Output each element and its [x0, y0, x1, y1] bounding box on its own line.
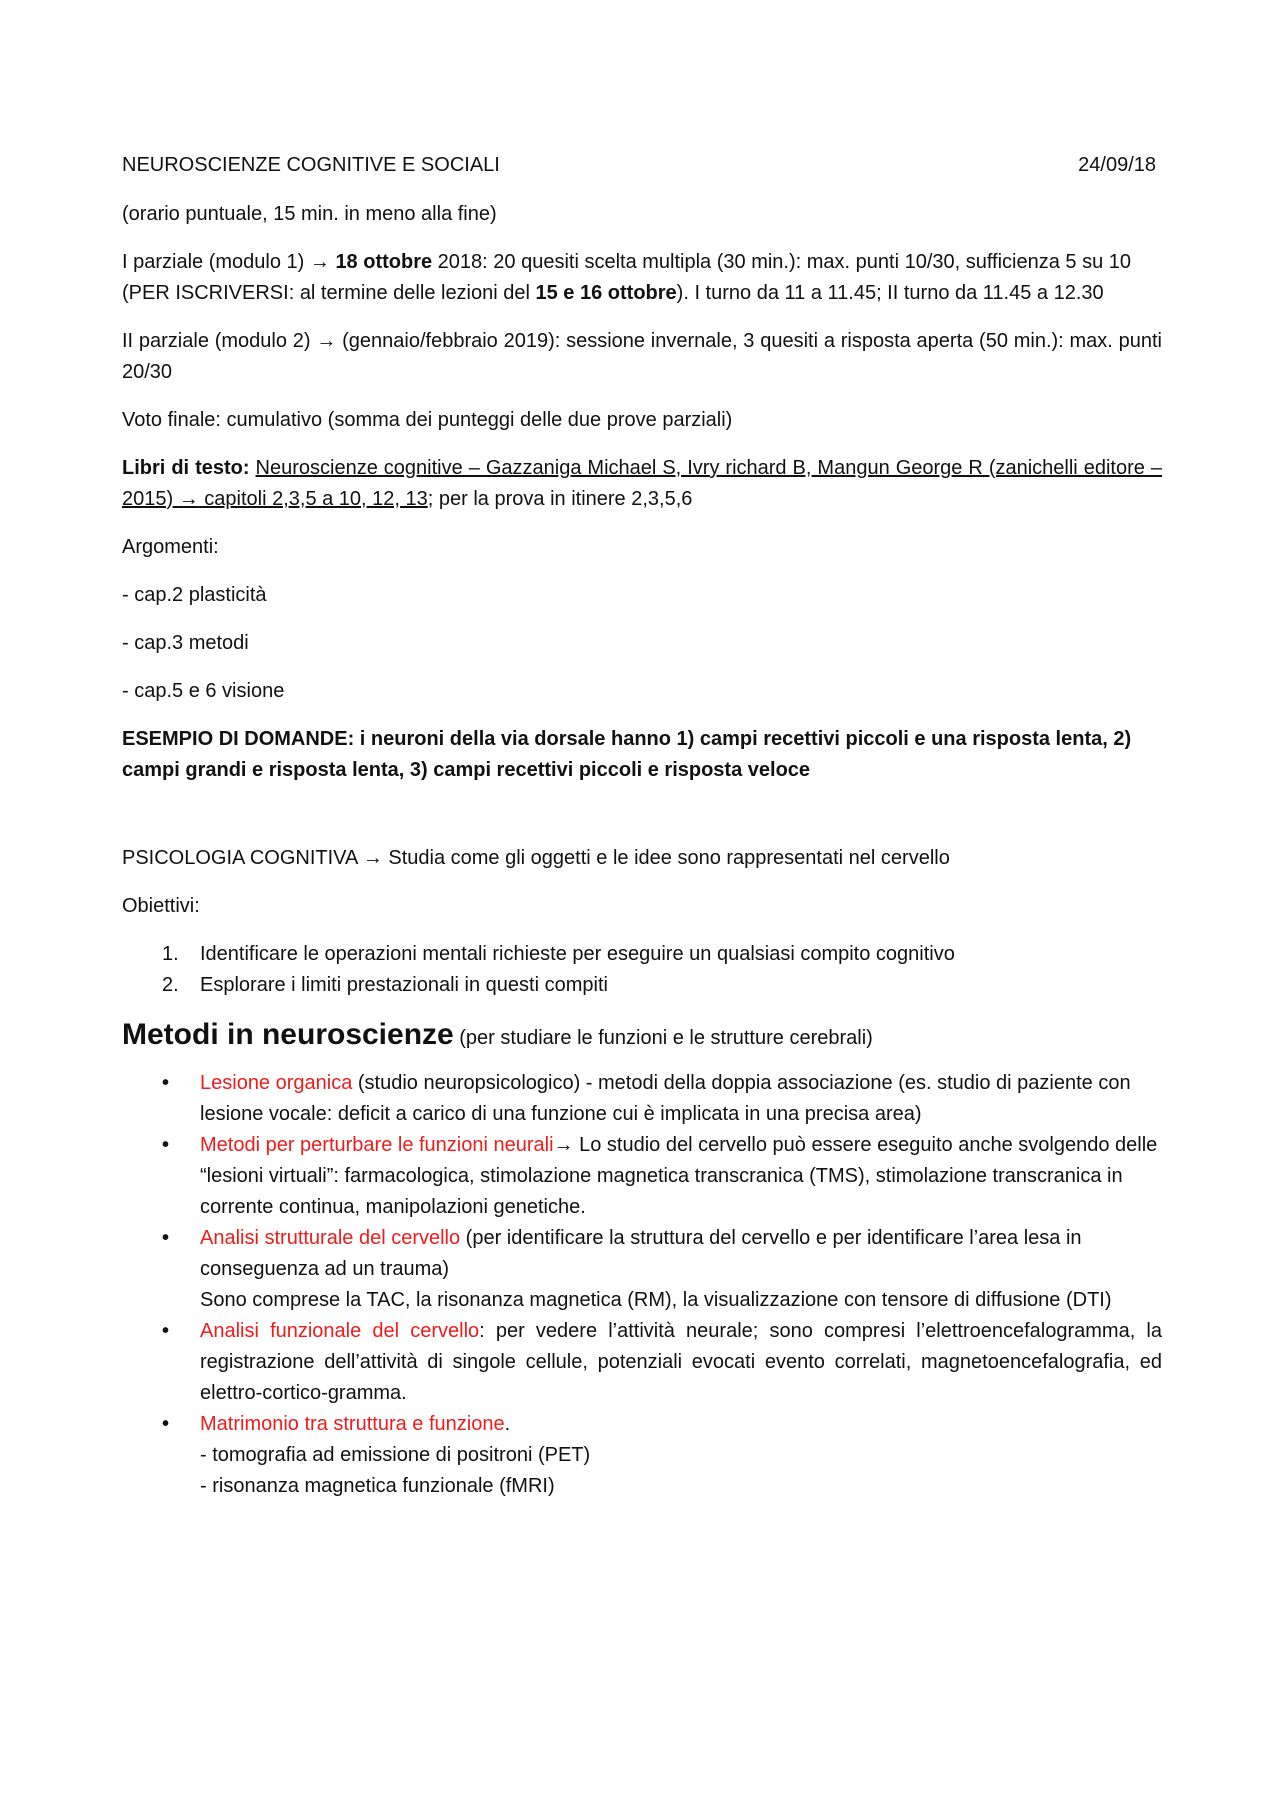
list-item: 1. Identificare le operazioni mentali richieste per eseguire un qualsiasi compito cognitivo [162, 943, 955, 965]
argomento-item: - cap.5 e 6 visione [122, 680, 285, 702]
right-arrow-icon: → [178, 488, 199, 510]
bullet-icon: • [162, 1227, 170, 1249]
right-arrow-icon: → [362, 847, 383, 869]
exam-date: 18 ottobre [335, 251, 433, 273]
document-body [122, 150, 1162, 1502]
libri-label: Libri di testo: [122, 457, 250, 479]
parziale-1-paragraph: I parziale (modulo 1) → 18 ottobre 2018: 20 quesiti scelta multipla (30 min.): max. punti 10/30, sufficienza 5 su 10 (PER ISCRIVERSI: al termine delle lezioni del 15 e 16 ottobre). I turno da 11 a 11.45; II turno da 11.45 a 12.30 [122, 251, 1132, 304]
list-item: • Matrimonio tra struttura e funzione. - tomografia ad emissione di positroni (PET) - risonanza magnetica funzionale (fMRI) [122, 1409, 1162, 1502]
metodi-subheading: (per studiare le funzioni e le strutture cerebrali) [453, 1027, 873, 1049]
parziale-2-paragraph: II parziale (modulo 2) → (gennaio/febbraio 2019): sessione invernale, 3 quesiti a risposta aperta (50 min.): max. punti 20/30 [122, 330, 1163, 383]
argomento-item: - cap.3 metodi [122, 632, 249, 654]
psicologia-cognitiva: PSICOLOGIA COGNITIVA → Studia come gli oggetti e le idee sono rappresentati nel cervello [122, 847, 950, 869]
document-date: 24/09/18 [1078, 154, 1156, 176]
list-item: • Analisi funzionale del cervello: per vedere l’attività neurale; sono compresi l’elettroencefalogramma, la registrazione dell’attività di singole cellule, potenziali evocati evento correlati, magnetoencefalografia, ed elettro-cortico-gramma. [122, 1316, 1162, 1409]
esempio-domande: ESEMPIO DI DOMANDE: i neuroni della via dorsale hanno 1) campi recettivi piccoli e una risposta lenta, 2) campi grandi e risposta lenta, 3) campi recettivi piccoli e risposta veloce [122, 728, 1132, 781]
right-arrow-icon: → [309, 251, 330, 273]
metodi-list [122, 1068, 1162, 1502]
list-item: • Analisi strutturale del cervello (per identificare la struttura del cervello e per identificare l’area lesa in conseguenza ad un trauma) Sono comprese la TAC, la risonanza magnetica (RM), la visualizzazione con tensore di diffusione (DTI) [122, 1223, 1162, 1316]
libri-di-testo: Libri di testo: Neuroscienze cognitive – Gazzaniga Michael S, Ivry richard B, Mangun George R (zanichelli editore – 2015) → capitoli 2,3,5 a 10, 12, 13; per la prova in itinere 2,3,5,6 [122, 457, 1162, 510]
list-item: • Lesione organica (studio neuropsicologico) - metodi della doppia associazione (es. studio di paziente con lesione vocale: deficit a carico di una funzione cui è implicata in una precisa area) [122, 1068, 1162, 1130]
bullet-icon: • [162, 1413, 170, 1435]
argomento-item: - cap.2 plasticità [122, 584, 267, 606]
section-heading [122, 1019, 1162, 1054]
right-arrow-icon: → [553, 1134, 574, 1156]
argomenti-label: Argomenti: [122, 536, 219, 558]
right-arrow-icon: → [316, 330, 337, 352]
textbook-reference: Neuroscienze cognitive – Gazzaniga Michael S, Ivry richard B, Mangun George R (zanichelli editore – 2015) → capitoli 2,3,5 a 10, 12, 13 [122, 457, 1162, 510]
orario-note: (orario puntuale, 15 min. in meno alla fine) [122, 203, 497, 225]
voto-finale: Voto finale: cumulativo (somma dei punteggi delle due prove parziali) [122, 409, 733, 431]
registration-days: 15 e 16 ottobre [535, 282, 677, 304]
document-header [122, 150, 1156, 181]
bullet-icon: • [162, 1072, 170, 1094]
course-title: NEUROSCIENZE COGNITIVE E SOCIALI [122, 154, 500, 176]
metodi-heading: Metodi in neuroscienze [122, 1018, 454, 1051]
bullet-icon: • [162, 1320, 170, 1342]
obiettivi-label: Obiettivi: [122, 895, 200, 917]
list-item: • Metodi per perturbare le funzioni neurali→ Lo studio del cervello può essere eseguito anche svolgendo delle “lesioni virtuali”: farmacologica, stimolazione magnetica transcranica (TMS), stimolazione transcranica in corrente continua, manipolazioni genetiche. [122, 1130, 1162, 1223]
list-item: 2. Esplorare i limiti prestazionali in questi compiti [162, 974, 608, 996]
spacer [122, 803, 1162, 843]
obiettivi-list [122, 939, 1162, 1001]
bullet-icon: • [162, 1134, 170, 1156]
